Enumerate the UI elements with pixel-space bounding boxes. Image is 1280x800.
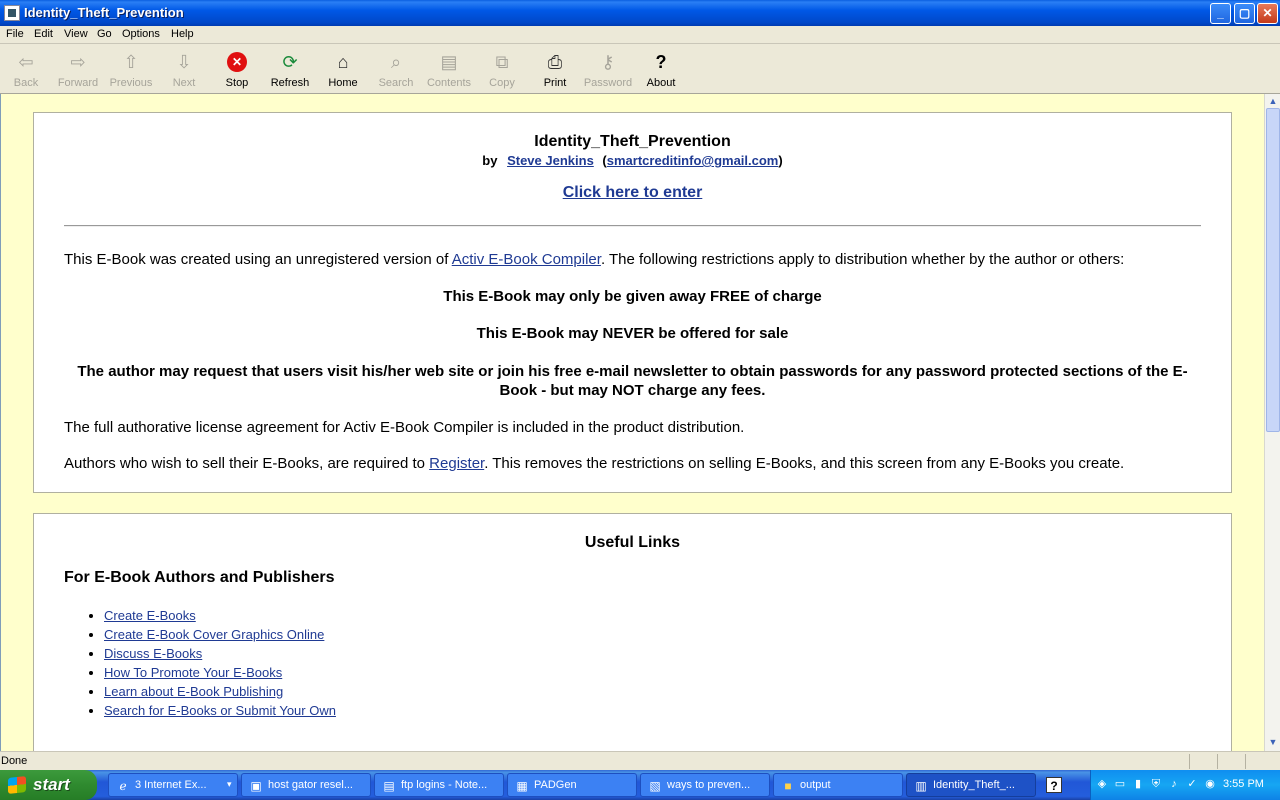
useful-links-panel xyxy=(33,513,1232,751)
toolbar xyxy=(0,46,1280,94)
status-bar xyxy=(0,751,1280,770)
contents-icon: ▤ xyxy=(440,52,458,72)
system-tray xyxy=(1090,770,1280,800)
search-button[interactable]: ⌕ Search xyxy=(378,52,414,89)
menu-go[interactable]: Go xyxy=(97,28,112,40)
email-link[interactable]: smartcreditinfo@gmail.com xyxy=(606,153,779,168)
network-icon[interactable]: ◈ xyxy=(1097,778,1107,790)
padgen-icon: ▦ xyxy=(516,779,528,793)
task-padgen[interactable]: ▦ PADGen xyxy=(507,773,637,797)
window-title: Identity_Theft_Prevention xyxy=(24,5,184,20)
menu-help[interactable]: Help xyxy=(171,28,194,40)
task-output-folder[interactable]: ■ output xyxy=(773,773,903,797)
shield-icon[interactable]: ⛨ xyxy=(1151,778,1161,790)
ebook-app-icon[interactable] xyxy=(4,5,20,21)
enter-line xyxy=(34,184,1231,202)
status-cell xyxy=(1189,754,1217,769)
taskbar xyxy=(0,770,1280,800)
refresh-button[interactable]: ⟳ Refresh xyxy=(270,52,310,89)
useful-links-list xyxy=(104,608,336,722)
link-promote[interactable]: How To Promote Your E-Books xyxy=(104,665,283,680)
maximize-button[interactable]: ▢ xyxy=(1234,3,1255,24)
authors-publishers-heading: For E-Book Authors and Publishers xyxy=(64,569,335,586)
refresh-icon: ⟳ xyxy=(282,52,298,72)
security-icon[interactable]: ✓ xyxy=(1187,778,1197,790)
intro-text: This E-Book was created using an unregistered version of Activ E-Book Compiler. The following restrictions apply to distribution whether by the author or others: xyxy=(64,251,1125,268)
register-link[interactable]: Register xyxy=(429,455,485,472)
open-paren: ( xyxy=(602,153,607,168)
document-icon: ▧ xyxy=(649,779,661,793)
task-identity-theft[interactable]: ▥ Identity_Theft_... xyxy=(906,773,1036,797)
stop-icon: ✕ xyxy=(227,52,247,72)
status-cell xyxy=(1217,754,1245,769)
status-cell xyxy=(1245,754,1279,769)
clock: 3:55 PM xyxy=(1223,778,1264,790)
list-item xyxy=(104,703,336,722)
folder-icon: ■ xyxy=(784,779,792,793)
arrow-left-icon: ⇦ xyxy=(18,52,34,72)
copy-icon: ⧉ xyxy=(495,52,509,72)
content-area xyxy=(0,94,1264,751)
minimize-button[interactable]: _ xyxy=(1210,3,1231,24)
author-link[interactable]: Steve Jenkins xyxy=(507,153,594,168)
link-learn[interactable]: Learn about E-Book Publishing xyxy=(104,684,284,699)
license-text: The full authorative license agreement for Activ E-Book Compiler is included in the product distribution. xyxy=(64,419,745,436)
arrow-up-icon: ⇧ xyxy=(123,52,139,72)
status-text: Done xyxy=(1,755,28,767)
close-button[interactable]: ✕ xyxy=(1257,3,1278,24)
arrow-right-icon: ⇨ xyxy=(70,52,86,72)
password-button[interactable]: ⚷ Password xyxy=(583,52,633,89)
ebook-icon: ▥ xyxy=(915,779,927,793)
rule-passwords: The author may request that users visit his/her web site or join his free e-mail newsletter to obtain passwords for any password protected sections of the E-Book - but may NOT charge any fees. xyxy=(77,363,1188,399)
menu-options[interactable]: Options xyxy=(122,28,160,40)
stop-button[interactable]: ✕ Stop xyxy=(211,48,263,92)
scroll-up-icon[interactable]: ▲ xyxy=(1268,96,1278,106)
menu-view[interactable]: View xyxy=(64,28,88,40)
author-line xyxy=(34,153,1231,168)
arrow-down-icon: ⇩ xyxy=(176,52,192,72)
activ-compiler-link[interactable]: Activ E-Book Compiler xyxy=(451,251,601,268)
previous-button[interactable]: ⇧ Previous xyxy=(109,52,153,89)
about-button[interactable]: ? About xyxy=(646,52,676,89)
scroll-thumb[interactable] xyxy=(1266,108,1280,432)
rule-no-sale: This E-Book may NEVER be offered for sale xyxy=(476,325,789,342)
forward-button[interactable]: ⇨ Forward xyxy=(57,52,99,89)
home-icon: ⌂ xyxy=(337,52,349,72)
group-arrow-icon: ▾ xyxy=(227,779,232,789)
task-ways-to-prevent[interactable]: ▧ ways to preven... xyxy=(640,773,770,797)
search-icon: ⌕ xyxy=(390,52,402,72)
list-item xyxy=(104,684,336,703)
start-button[interactable]: start xyxy=(0,770,97,800)
list-item xyxy=(104,627,336,646)
close-paren: ) xyxy=(778,153,783,168)
useful-links-title: Useful Links xyxy=(584,534,681,551)
word-icon: ▣ xyxy=(250,779,262,793)
speaker-icon[interactable]: ♪ xyxy=(1171,778,1177,790)
list-item xyxy=(104,646,336,665)
notepad-icon: ▤ xyxy=(383,779,395,793)
list-item xyxy=(104,665,336,684)
menu-edit[interactable]: Edit xyxy=(34,28,53,40)
back-button[interactable]: ⇦ Back xyxy=(13,52,39,89)
menu-file[interactable]: File xyxy=(6,28,24,40)
question-icon: ? xyxy=(655,52,667,72)
print-button[interactable]: ⎙ Print xyxy=(543,52,567,89)
help-icon[interactable]: ? xyxy=(1046,777,1062,793)
by-label: by xyxy=(482,153,498,168)
register-text: Authors who wish to sell their E-Books, are required to Register. This removes the restrictions on selling E-Books, and this screen from any E-Books you create. xyxy=(64,455,1125,472)
ie-icon: ℯ xyxy=(119,779,127,793)
copy-button[interactable]: ⧉ Copy xyxy=(489,52,515,89)
link-search-submit[interactable]: Search for E-Books or Submit Your Own xyxy=(104,703,336,718)
app-tray-icon[interactable]: ◉ xyxy=(1205,778,1215,790)
home-button[interactable]: ⌂ Home xyxy=(328,52,358,89)
monitor-icon[interactable]: ▭ xyxy=(1114,778,1126,790)
title-bar xyxy=(0,0,1280,26)
task-host-gator[interactable]: ▣ host gator resel... xyxy=(241,773,371,797)
vertical-scrollbar[interactable] xyxy=(1264,94,1280,751)
license-panel xyxy=(33,112,1232,493)
windows-logo-icon xyxy=(8,776,26,794)
menu-bar xyxy=(0,26,1280,44)
list-item xyxy=(104,608,336,627)
link-discuss[interactable]: Discuss E-Books xyxy=(104,646,203,661)
divider xyxy=(64,225,1201,227)
scroll-down-icon[interactable]: ▼ xyxy=(1268,737,1278,747)
signal-icon[interactable]: ▮ xyxy=(1134,778,1142,790)
rule-free: This E-Book may only be given away FREE of charge xyxy=(443,288,822,305)
ebook-title: Identity_Theft_Prevention xyxy=(534,133,731,150)
next-button[interactable]: ⇩ Next xyxy=(172,52,196,89)
task-ftp-logins[interactable]: ▤ ftp logins - Note... xyxy=(374,773,504,797)
link-cover-graphics[interactable]: Create E-Book Cover Graphics Online xyxy=(104,627,325,642)
link-create-ebooks[interactable]: Create E-Books xyxy=(104,608,196,623)
task-internet-explorer[interactable]: ℯ 3 Internet Ex... ▾ xyxy=(108,773,238,797)
printer-icon: ⎙ xyxy=(547,52,563,72)
enter-link[interactable]: Click here to enter xyxy=(562,184,703,201)
key-icon: ⚷ xyxy=(601,52,615,72)
contents-button[interactable]: ▤ Contents xyxy=(426,52,472,89)
